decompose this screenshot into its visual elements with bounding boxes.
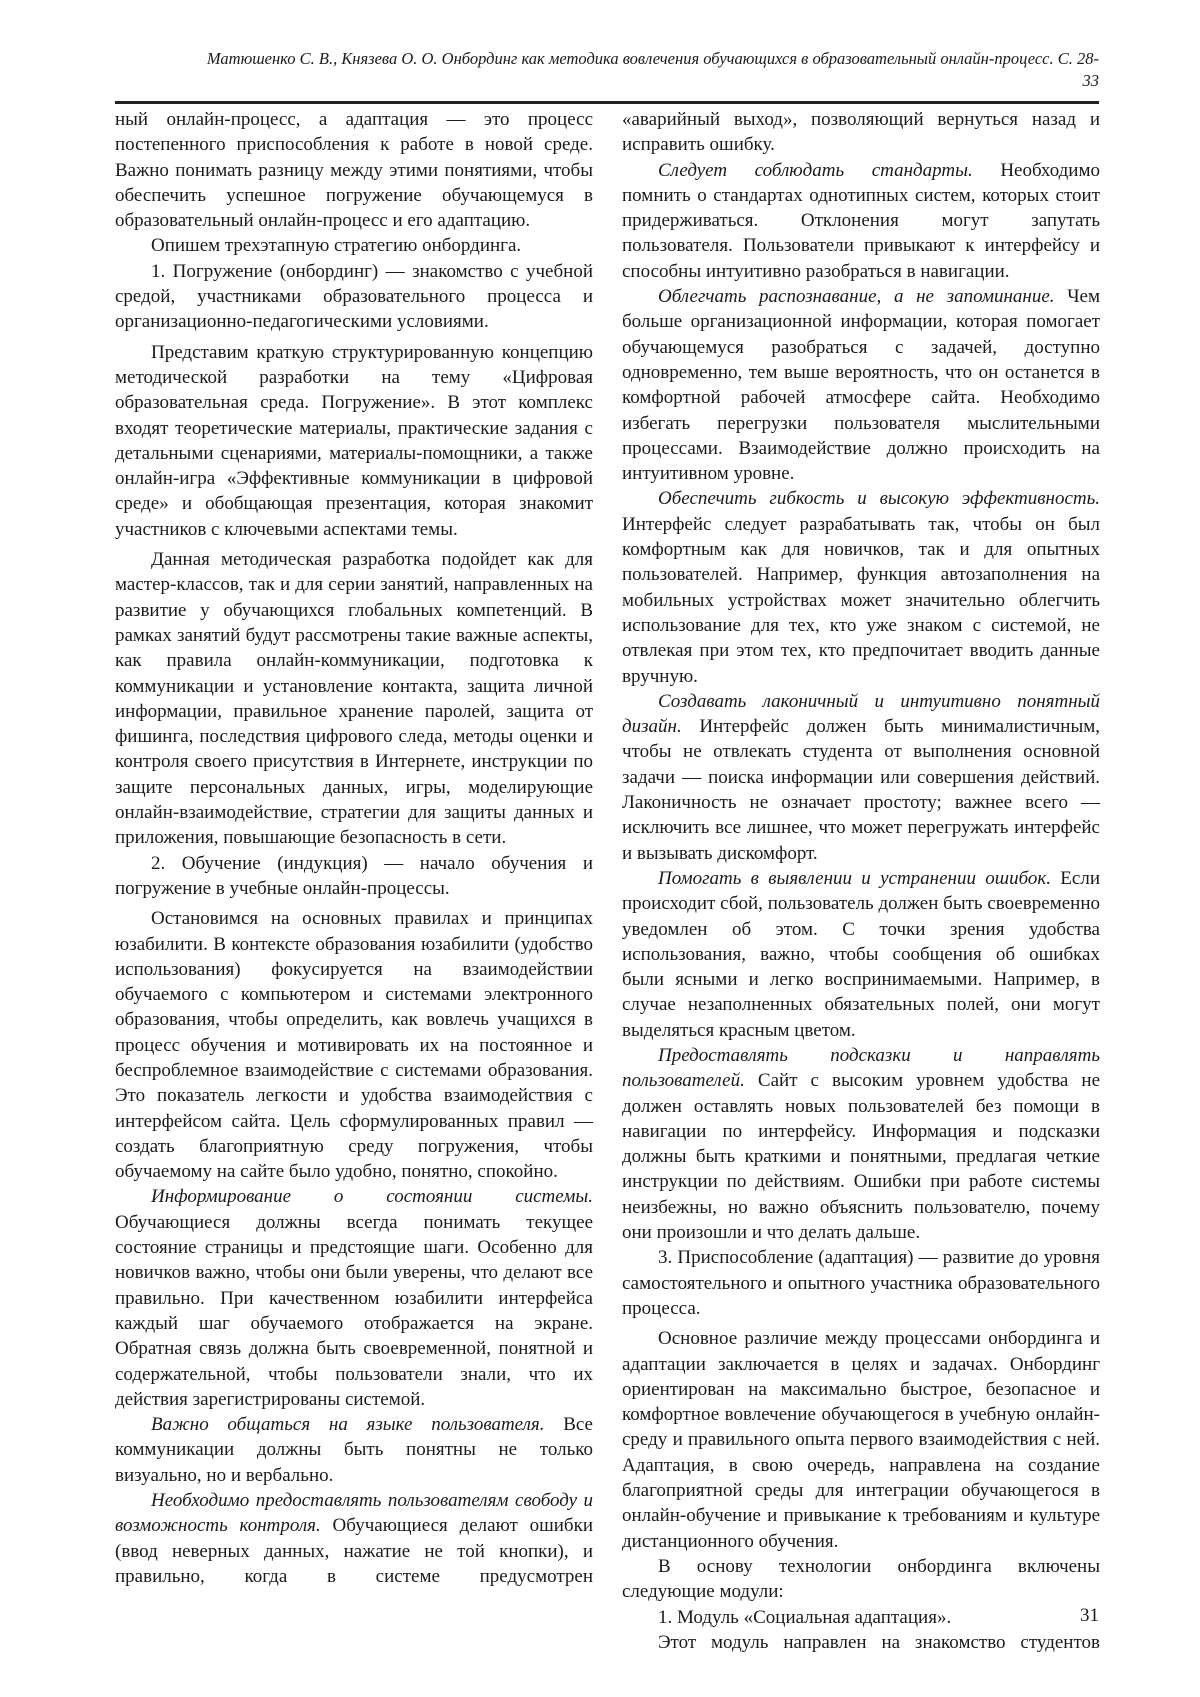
paragraph-text: Чем больше организационной информации, которая помогает обучающемуся разобраться с задачей, доступно одновременно, тем выше вероятность, что он останется в комфортной рабочей атмосфере сайта. Необходимо избегать перегрузки пользователя мыслительными процессами. Взаимодействие должно происходить на интуитивном уровне.: [622, 286, 1100, 484]
italic-lead: Следует соблюдать стандарты.: [658, 160, 973, 181]
paragraph-text: Интерфейс следует разрабатывать так, чтобы он был комфортным как для новичков, так и для опытных пользователей. Например, функция автозаполнения на мобильных устройствах может значительно облегчить использование для тех, кто уже знаком с системой, не отвлекая при этом тех, кто предпочитает вводить данные вручную.: [622, 514, 1100, 687]
paragraph: [622, 158, 1100, 284]
left-column: [115, 107, 593, 1589]
paragraph: [622, 284, 1100, 486]
paragraph-text: В основу технологии онбординга включены следующие модули:: [622, 1556, 1100, 1602]
paragraph-text: 1. Модуль «Социальная адаптация».: [658, 1607, 951, 1628]
paragraph: [622, 1630, 1100, 1655]
paragraph: [115, 547, 593, 851]
paragraph: [115, 1488, 593, 1589]
paragraph-text: 3. Приспособление (адаптация) — развитие до уровня самостоятельного и опытного участника образовательного процесса.: [622, 1247, 1100, 1319]
paragraph-text: Обучающиеся делают ошибки (ввод неверных данных, нажатие не той кнопки), и правильно, когда в системе предусмотрен: [115, 1515, 593, 1587]
right-column: [622, 107, 1100, 1655]
paragraph: [115, 340, 593, 542]
paragraph-text: Опишем трехэтапную стратегию онбординга.: [151, 235, 521, 256]
paragraph-text: ный онлайн-процесс, а адаптация — это процесс постепенного приспособления к работе в новой среде. Важно понимать разницу между этими понятиями, чтобы обеспечить успешное погружение обучающемуся в образовательный онлайн-процесс и его адаптацию.: [115, 109, 593, 231]
paragraph: [115, 851, 593, 902]
paragraph-text: Данная методическая разработка подойдет как для мастер-классов, так и для серии занятий, направленных на развитие у обучающихся глобальных компетенций. В рамках занятий будут рассмотрены такие важные аспекты, как правила онлайн-коммуникации, подготовка к коммуникации и установление контакта, защита личной информации, правильное хранение паролей, защита от фишинга, последствия цифрового следа, методы оценки и контроля своего присутствия в Интернете, инструкции по защите персональных данных, игры, моделирующие онлайн-взаимодействие, стратегии для защиты данных и приложения, повышающие безопасность в сети.: [115, 549, 593, 848]
header-rule: [115, 101, 1099, 104]
paragraph: [115, 233, 593, 258]
italic-lead: Важно общаться на языке пользователя.: [151, 1414, 545, 1435]
paragraph: [622, 107, 1100, 158]
paragraph: [622, 1245, 1100, 1321]
paragraph: [622, 486, 1100, 688]
paragraph-text: Остановимся на основных правилах и принципах юзабилити. В контексте образования юзабилити (удобство использования) фокусируется на взаимодействии обучаемого с компьютером и системами электронного образования, чтобы определить, как вовлечь учащихся в процесс обучения и мотивировать их на постоянное и беспроблемное взаимодействие с системами образования. Это показатель легкости и удобства взаимодействия с интерфейсом сайта. Цель сформулированных правил — создать благоприятную среду погружения, чтобы обучаемому на сайте было удобно, понятно, спокойно.: [115, 908, 593, 1182]
paragraph: [622, 1326, 1100, 1554]
italic-lead: Облегчать распознавание, а не запоминание.: [658, 286, 1055, 307]
paragraph: [115, 906, 593, 1184]
paragraph-text: Если происходит сбой, пользователь должен быть своевременно уведомлен об этом. С точки зрения удобства использования, важно, чтобы сообщения об ошибках были ясными и легко воспринимаемыми. Например, в случае незаполненных обязательных полей, они могут выделяться красным цветом.: [622, 868, 1100, 1041]
italic-lead: Обеспечить гибкость и высокую эффективность.: [658, 488, 1100, 509]
paragraph-text: Обучающиеся должны всегда понимать текущее состояние страницы и предстоящие шаги. Особенно для новичков важно, чтобы они были уверены, что делают все правильно. При качественном юзабилити интерфейса каждый шаг обучаемого отображается на экране. Обратная связь должна быть своевременной, понятной и содержательной, чтобы пользователи знали, что их действия зарегистрированы системой.: [115, 1212, 593, 1410]
paragraph-text: 1. Погружение (онбординг) — знакомство с учебной средой, участниками образовательного процесса и организационно-педагогическими условиями.: [115, 261, 593, 333]
paragraph-text: Сайт с высоким уровнем удобства не должен оставлять новых пользователей без помощи в навигации по интерфейсу. Информация и подсказки должны быть краткими и понятными, предлагая четкие инструкции по действиям. Ошибки при работе системы неизбежны, но важно объяснить пользователю, почему они произошли и что делать дальше.: [622, 1070, 1100, 1243]
paragraph: [622, 866, 1100, 1043]
paragraph: [115, 1184, 593, 1412]
paragraph-text: Представим краткую структурированную концепцию методической разработки на тему «Цифровая образовательная среда. Погружение». В этот комплекс входят теоретические материалы, практические задания с детальными сценариями, материалы-помощники, а также онлайн-игра «Эффективные коммуникации в цифровой среде» и обобщающая презентация, которая знакомит участников с ключевыми аспектами темы.: [115, 342, 593, 540]
paragraph-text: Этот модуль направлен на знакомство студентов: [658, 1632, 1100, 1653]
italic-lead: Помогать в выявлении и устранении ошибок.: [658, 868, 1051, 889]
paragraph-text: «аварийный выход», позволяющий вернуться назад и исправить ошибку.: [622, 109, 1100, 155]
italic-lead: Предоставлять подсказки и направлять пользователей.: [622, 1045, 1100, 1091]
paragraph: [622, 1043, 1100, 1245]
page-number: 31: [1080, 1605, 1099, 1627]
paragraph-text: Все коммуникации должны быть понятны не только визуально, но и вербально.: [115, 1414, 593, 1486]
italic-lead: Необходимо предоставлять пользователям свободу и возможность контроля.: [115, 1490, 593, 1536]
paragraph: [115, 107, 593, 233]
italic-lead: Создавать лаконичный и интуитивно понятный дизайн.: [622, 691, 1100, 737]
italic-lead: Информирование о состоянии системы.: [151, 1186, 593, 1207]
paragraph-text: Интерфейс должен быть минималистичным, чтобы не отвлекать студента от выполнения основной задачи — поиска информации или совершения действий. Лаконичность не означает простоту; важнее всего — исключить все лишнее, что может перегружать интерфейс и вызывать дискомфорт.: [622, 716, 1100, 863]
paragraph: [622, 689, 1100, 866]
paragraph: [622, 1605, 1100, 1630]
paragraph-text: 2. Обучение (индукция) — начало обучения и погружение в учебные онлайн-процессы.: [115, 853, 593, 899]
running-header: Матюшенко С. В., Князева О. О. Онбординг как методика вовлечения обучающихся в образовательный онлайн-процесс. С. 28-33: [200, 48, 1099, 92]
paragraph-text: Основное различие между процессами онбординга и адаптации заключается в целях и задачах. Онбординг ориентирован на максимально быстрое, безопасное и комфортное вовлечение обучающегося в учебную онлайн-среду и правильного опыта первого взаимодействия с ней. Адаптация, в свою очередь, направлена на создание благоприятной среды для интеграции обучающегося в онлайн-обучение и привыкание к требованиям и культуре дистанционного обучения.: [622, 1328, 1100, 1551]
paragraph: [115, 1412, 593, 1488]
paragraph-text: Необходимо помнить о стандартах однотипных систем, которых стоит придерживаться. Отклонения могут запутать пользователя. Пользователи привыкают к интерфейсу и способны интуитивно разобраться в навигации.: [622, 160, 1100, 282]
paragraph: [622, 1554, 1100, 1605]
paragraph: [115, 259, 593, 335]
